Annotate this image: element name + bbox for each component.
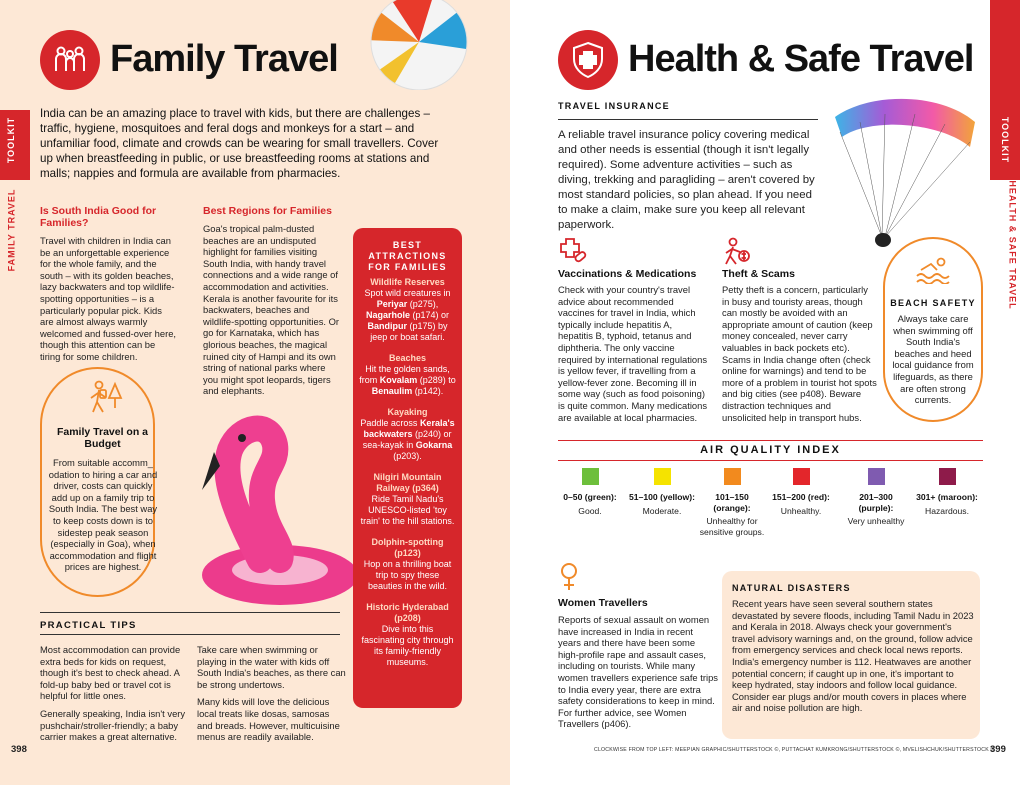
attraction-item: Historic Hyderabad (p208) Dive into this fascinating city through its family-friendly museums. (361, 602, 454, 667)
aqi-swatch (868, 468, 885, 485)
intro-text: India can be an amazing place to travel with kids, but there are challenges – traffic, hygiene, mosquitoes and feral dogs and monkeys for a start – and unfamiliar food, climate and crowds can be wearing for small travellers. Cover up when breastfeeding in public, or use breastfeeding rooms at stations and malls; nappies and formula are available from pharmacies. (40, 107, 439, 180)
natural-disasters-body: Recent years have seen several southern states devastated by severe floods, including Tamil Nadu in 2023 and Kerala in 2018. Always check your government's travel advisory warnings and, on the ground, follow advice from emergency services and check local news reports. India's emergency number is 112. Heatwaves are another potential concern; if caught up in one, it's important to keep hydrated, stay indoors and follow local guidance. Consider ear plugs and/or mouth covers in places where air and noise pollution are high. (732, 598, 974, 714)
aqi-label: 201–300 (purple): (858, 492, 894, 513)
tips-col1 (40, 644, 190, 743)
attraction-item: Kayaking Paddle across Kerala's backwaters (p240) or sea-kayak in Gokarna (p203). (360, 407, 455, 461)
right-page (510, 0, 1020, 785)
flamingo-float-image (190, 410, 360, 610)
page-title: Health & Safe Travel (628, 38, 974, 80)
budget-body: From suitable accomm_ odation to hiring a car and driver, costs can quickly add up on a family trip to South India. The best way to keep costs down is to sidestep peak season (especially in Goa), when accommodation and flight prices are highest. (48, 457, 158, 573)
col1-heading: Is South India Good for Families? (40, 205, 157, 229)
beach-safety-body: Always take care when swimming off South India's beaches and heed local guidance from lifeguards, as there are often strong currents. (892, 313, 974, 406)
aqi-item (697, 468, 767, 537)
attraction-item: Nilgiri Mountain Railway (p364) Ride Tamil Nadu's UNESCO-listed 'toy train' to the hill stations. (360, 472, 455, 526)
aqi-item (841, 468, 911, 527)
tip-text: Take care when swimming or playing in the water with kids off South India's beaches, as there can be strong undertows. (197, 644, 346, 690)
aqi-description: Hazardous. (925, 505, 969, 516)
col2-heading: Best Regions for Families (203, 205, 332, 217)
medicine-icon (558, 236, 588, 271)
left-side-tab (0, 0, 30, 785)
aqi-description: Unhealthy for sensitive groups. (699, 516, 765, 537)
aqi-label: 51–100 (yellow): (629, 492, 695, 502)
side-section-label: HEALTH & SAFE TRAVEL (1007, 180, 1018, 310)
tips-rule-bottom (40, 634, 340, 635)
attraction-item: Beaches Hit the golden sands, from Kovalam (p289) to Benaulim (p142). (359, 353, 456, 396)
side-section-label: FAMILY TRAVEL (6, 188, 17, 272)
aqi-swatch (654, 468, 671, 485)
tip-text: Generally speaking, India isn't very pushchair/stroller-friendly; a baby carrier makes a great alternative. (40, 707, 186, 743)
aqi-item (912, 468, 982, 516)
aqi-item (766, 468, 836, 516)
tips-rule (40, 612, 340, 613)
aqi-description: Good. (578, 505, 602, 516)
insurance-rule (558, 119, 818, 120)
aqi-rule-bottom (558, 460, 983, 461)
theft-heading: Theft & Scams (722, 268, 795, 280)
aqi-label: 301+ (maroon): (916, 492, 978, 502)
attraction-item: Wildlife Reserves Spot wild creatures in Periyar (p275), Nagarhole (p174) or Bandipur (p175) by jeep or boat safari. (364, 277, 451, 342)
aqi-swatch (793, 468, 810, 485)
theft-body: Petty theft is a concern, particularly in busy and touristy areas, though can mostly be avoided with an appropriate amount of caution (keep money concealed, never carry valuables in back pockets etc). Scams in India change often (check online for warnings) and tend to be more of a problem in tourist hot spots and big cities (see p408). Beware distraction techniques and unsolicited help in transport hubs. (722, 284, 877, 423)
attractions-title: BEST ATTRACTIONS FOR FAMILIES (368, 240, 447, 272)
aqi-description: Moderate. (642, 505, 682, 516)
beach-ball-image (365, 0, 473, 90)
aqi-swatch (582, 468, 599, 485)
aqi-heading: AIR QUALITY INDEX (700, 444, 841, 456)
hiker-icon (85, 378, 125, 423)
beach-safety-heading: BEACH SAFETY (890, 298, 976, 308)
natural-disasters-heading: NATURAL DISASTERS (732, 583, 851, 593)
aqi-swatch (724, 468, 741, 485)
aqi-item (627, 468, 697, 516)
aqi-rule (558, 440, 983, 441)
paraglider-image (830, 92, 980, 252)
thief-icon (722, 236, 752, 271)
tips-col2 (197, 644, 347, 743)
right-side-tab (990, 0, 1020, 785)
page-title: Family Travel (110, 38, 338, 80)
photo-credits: CLOCKWISE FROM TOP LEFT: MEEPIAN GRAPHIC/SHUTTERSTOCK ©, PUTTACHAT KUMKRONG/SHUTTERSTOCK ©, MVELISHCHUK/SHUTTERSTOCK © (594, 747, 995, 753)
aqi-swatch (939, 468, 956, 485)
aqi-item (555, 468, 625, 516)
side-toolkit-label: TOOLKIT (6, 116, 17, 164)
side-toolkit-label: TOOLKIT (1000, 116, 1011, 164)
budget-heading: Family Travel on a Budget (56, 426, 149, 450)
vaccinations-heading: Vaccinations & Medications (558, 268, 697, 280)
aqi-description: Very unhealthy (847, 516, 905, 526)
family-icon (40, 30, 100, 90)
aqi-label: 0–50 (green): (563, 492, 617, 502)
vaccinations-body: Check with your country's travel advice about recommended vaccines for travel in India, which typically include hepatitis A, hepatitis B, typhoid, tetanus and diphtheria. The only vaccine required by international regulations is yellow fever, if travelling from a yellow-fever zone. Becoming ill in some way (such as food poisoning) is quite common. Many medications are available at local pharmacies. (558, 284, 708, 423)
medical-shield-icon (558, 30, 618, 90)
tip-text: Most accommodation can provide extra beds for kids on request, though it's best to check ahead. A fold-up baby bed or travel cot is helpful for little ones. (40, 644, 181, 702)
page-number: 399 (990, 744, 1006, 755)
women-heading: Women Travellers (558, 597, 648, 609)
insurance-body: A reliable travel insurance policy covering medical and other needs is essential (though it isn't legally required). Some adventure activities – such as diving, trekking and paragliding – aren't covered by most standard policies, so plan ahead. If you need to make a claim, make sure you keep all relevant paperwork. (558, 129, 815, 231)
aqi-label: 101–150 (orange): (713, 492, 751, 513)
swimmer-icon (915, 256, 951, 289)
attraction-item: Dolphin-spotting (p123) Hop on a thrilling boat trip to spy these beauties in the wild. (363, 537, 452, 591)
col1-body: Travel with children in India can be an unforgettable experience for the whole family, and the south – with its golden beaches, lazy backwaters and top wildlife-spotting opportunities – is a particularly popular pick. Kids are almost always warmly welcomed and fussed-over here, though this attention can be tiring for some children. (40, 235, 177, 362)
page-number: 398 (11, 744, 27, 755)
insurance-heading: TRAVEL INSURANCE (558, 101, 670, 111)
attractions-box (353, 228, 462, 708)
aqi-label: 151–200 (red): (772, 492, 830, 502)
female-symbol-icon (558, 562, 580, 597)
women-body: Reports of sexual assault on women have increased in India in recent years and there have been some high-profile rape and assault cases, including on tourists. While many women travellers experience safe trips to India every year, there are extra safety considerations to keep in mind. For further advice, see Women Travellers (p406). (558, 614, 718, 730)
aqi-description: Unhealthy. (780, 505, 822, 516)
col2 (203, 205, 343, 397)
col1 (40, 205, 178, 363)
col2-body: Goa's tropical palm-dusted beaches are an undisputed highlight for families visiting South India, with handy travel connections and a wide range of accommodation and activities. Kerala is another favourite for its backwaters, beaches and wildlife-spotting opportunities. Or go for Karnataka, which has glorious beaches, the magical ruined city of Hampi and its own string of national parks where you might spot leopards, tigers and elephants. (203, 223, 340, 397)
tips-heading: PRACTICAL TIPS (40, 620, 137, 631)
tip-text: Many kids will love the delicious local treats like dosas, samosas and breads. However, multicuisine menus are readily available. (197, 696, 340, 743)
